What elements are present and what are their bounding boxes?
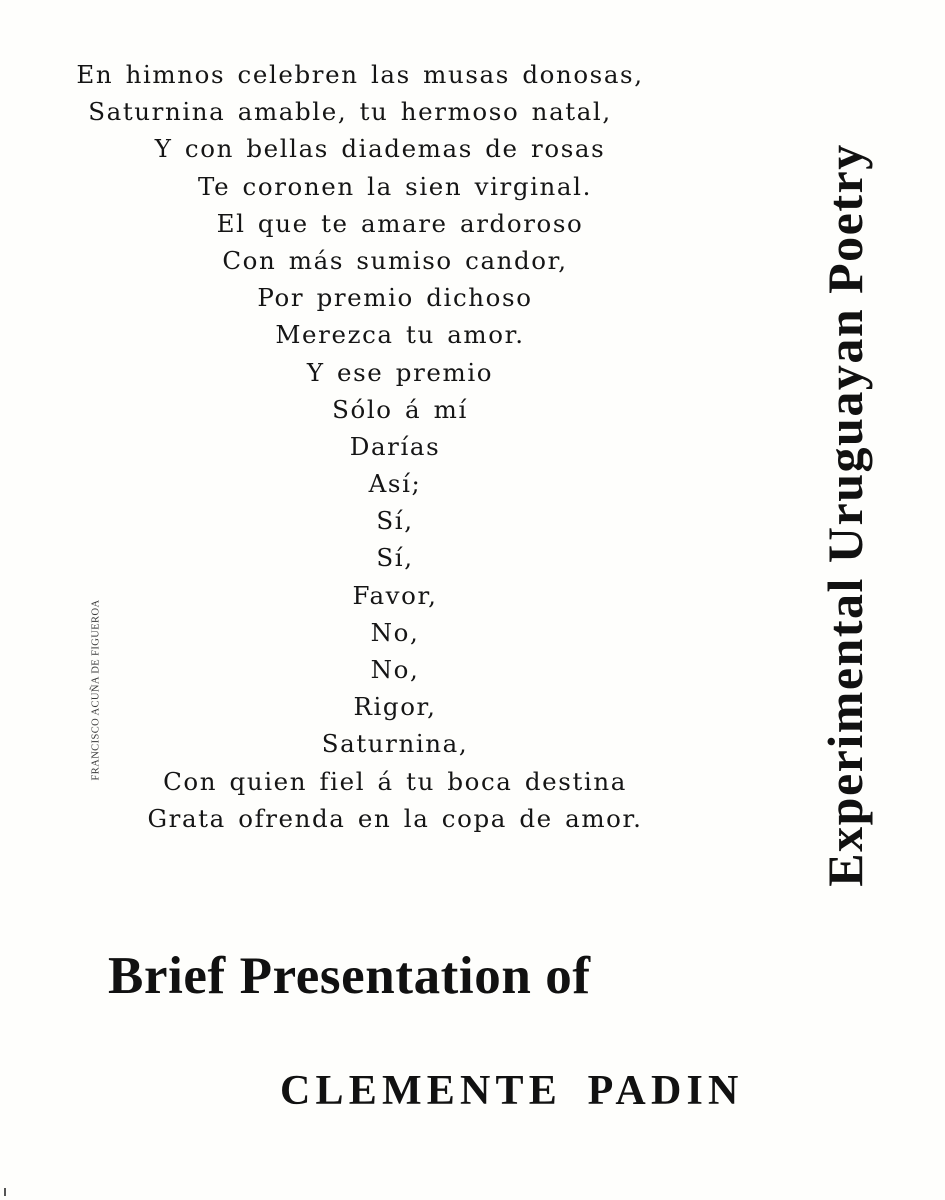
scan-edge-mark bbox=[4, 1188, 6, 1196]
poem-line: No, bbox=[370, 655, 420, 684]
series-title-text: Experimental Uruguayan Poetry bbox=[817, 143, 873, 887]
poem-line: Sólo á mí bbox=[332, 394, 468, 424]
poem-line: Merezca tu amor. bbox=[275, 320, 525, 350]
poem-line: Por premio dichoso bbox=[257, 283, 533, 313]
subtitle: Brief Presentation of bbox=[108, 947, 591, 1005]
shaped-poem bbox=[60, 56, 750, 837]
poem-line: Te coronen la sien virginal. bbox=[198, 171, 592, 201]
poem-line: Grata ofrenda en la copa de amor. bbox=[147, 803, 643, 833]
poem-line: Favor, bbox=[352, 580, 438, 610]
author-name: CLEMENTE PADIN bbox=[280, 1068, 744, 1114]
poem-line: Y ese premio bbox=[306, 357, 494, 387]
poem-line: Rigor, bbox=[353, 692, 437, 722]
poem-line: Así; bbox=[368, 469, 422, 499]
poem-line: Y con bellas diademas de rosas bbox=[154, 134, 606, 164]
poem-line: Sí, bbox=[376, 543, 414, 573]
poem-line: Con quien fiel á tu boca destina bbox=[163, 766, 627, 796]
poem-line: En himnos celebren las musas donosas, bbox=[76, 60, 644, 89]
poem-line: Saturnina amable, tu hermoso natal, bbox=[88, 97, 612, 127]
poem-line: El que te amare ardoroso bbox=[216, 208, 584, 238]
poet-credit-text: FRANCISCO ACUÑA DE FIGUEROA bbox=[90, 599, 102, 781]
poem-line: Darías bbox=[349, 431, 441, 461]
poem-line: Sí, bbox=[376, 506, 414, 536]
poem-line: No, bbox=[370, 617, 420, 647]
poem-line: Con más sumiso candor, bbox=[222, 245, 568, 275]
poem-line: Saturnina, bbox=[321, 729, 469, 759]
